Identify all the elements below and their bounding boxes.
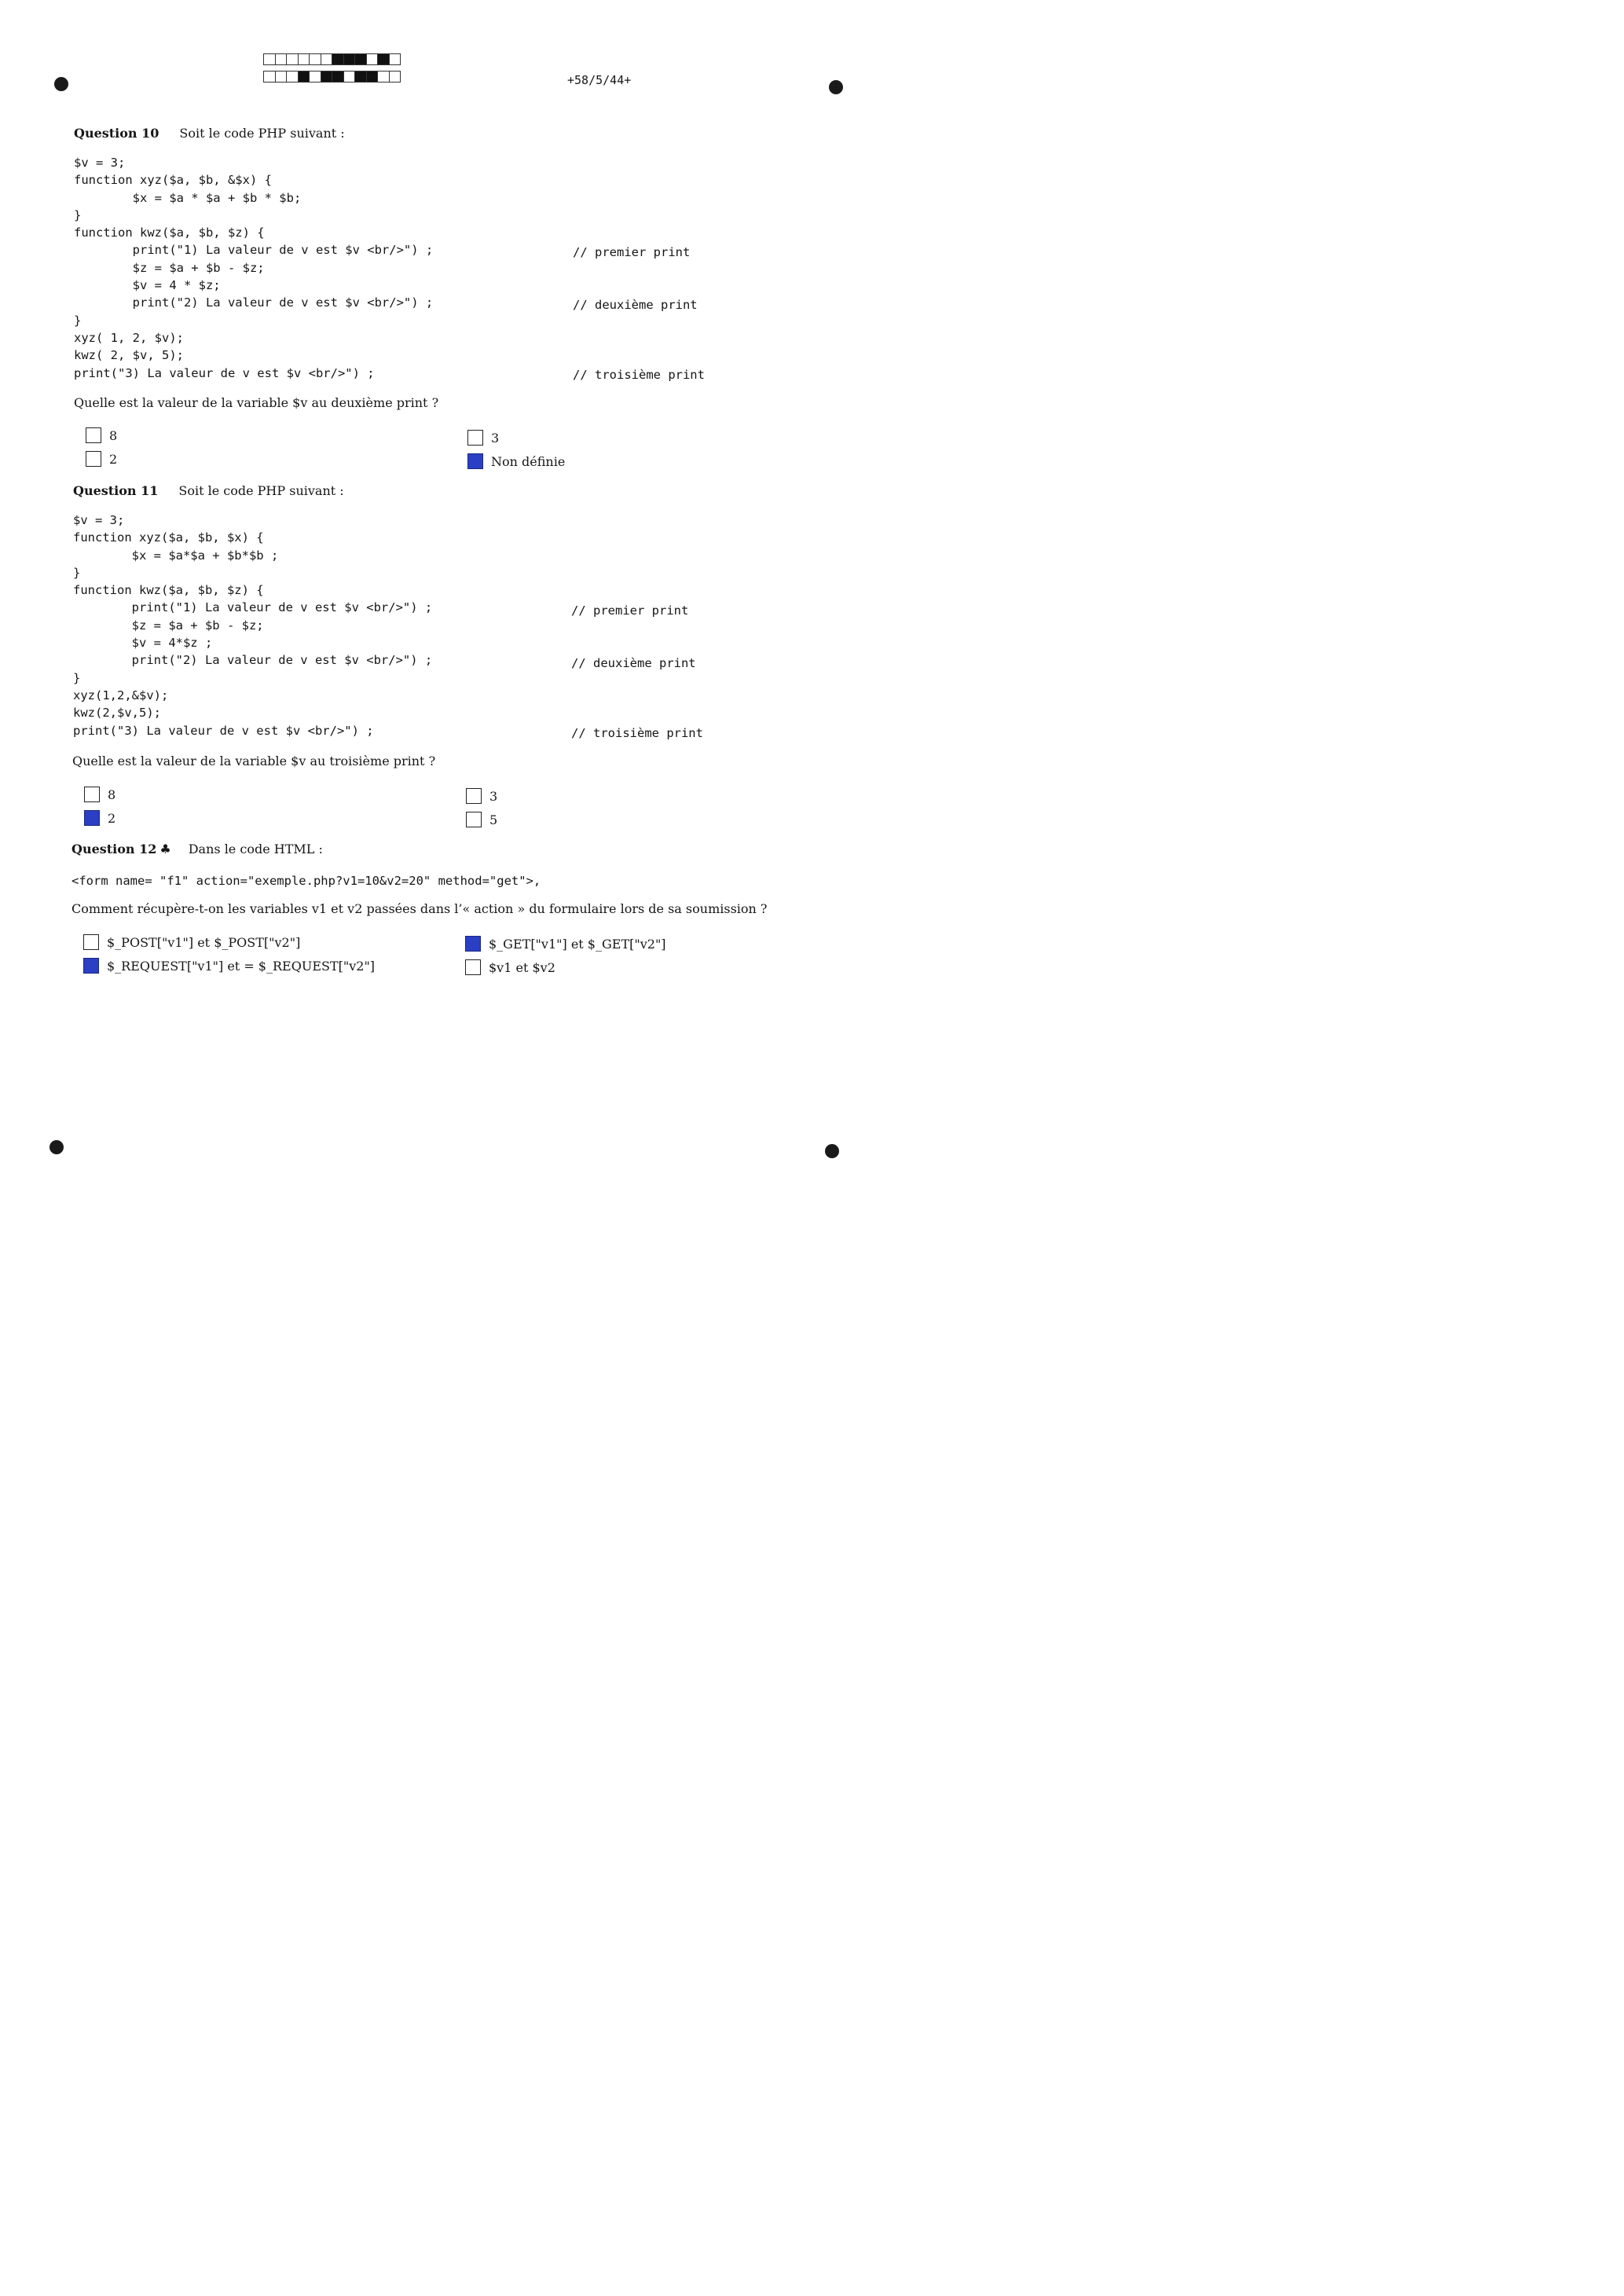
question-12-header [71,842,323,856]
checkbox[interactable] [465,936,481,952]
q10-choice-2[interactable] [86,451,117,467]
code-line: $x = $a * $a + $b * $b; [74,190,302,205]
barcode-cell [298,71,310,83]
code-line: $v = 3; [74,156,126,170]
registration-mark-top-right [829,80,843,94]
choice-label: 3 [491,430,500,446]
q11-choice-2[interactable] [84,810,115,826]
barcode-cell [354,53,367,65]
q12-choice-post[interactable] [83,934,300,950]
choice-label: 5 [489,812,498,827]
comment-premier-print: // premier print [573,245,691,259]
barcode-cell [389,71,401,83]
comment-deuxieme-print: // deuxième print [573,298,698,312]
q11-choice-3[interactable] [466,788,497,804]
code-line: } [74,313,82,328]
code-line: print("1) La valeur de v est $v <br/>") ; [73,600,433,615]
checkbox[interactable] [86,451,101,467]
barcode-cell [263,71,276,83]
choice-label: 8 [108,787,116,802]
comment-troisieme-print: // troisième print [573,368,705,382]
comment-deuxieme-print: // deuxième print [571,656,696,670]
question-12-prompt: Comment récupère-t-on les variables v1 et v2 passées dans l’« action » du formulaire lors de sa soumission ? [71,901,768,916]
question-label: Question 10 [74,126,159,141]
barcode-cell [389,53,401,65]
q12-choice-get[interactable] [465,936,666,952]
question-intro: Soit le code PHP suivant : [178,483,344,498]
code-line: kwz(2,$v,5); [73,706,161,721]
code-line: $v = 4 * $z; [74,278,221,293]
checkbox[interactable] [466,788,482,804]
code-line: } [73,670,81,685]
question-11-code [73,512,432,739]
code-line: function kwz($a, $b, $z) { [73,583,264,598]
code-line: $v = 3; [73,513,125,527]
barcode-cell [275,53,288,65]
code-line: function kwz($a, $b, $z) { [74,226,265,240]
question-10-prompt: Quelle est la valeur de la variable $v au deuxième print ? [74,395,439,410]
q12-choice-vars[interactable] [465,959,555,975]
barcode-cell [286,71,299,83]
checkbox[interactable] [83,934,99,950]
code-line: $z = $a + $b - $z; [74,260,265,275]
comment-premier-print: // premier print [571,603,689,618]
code-line: $v = 4*$z ; [73,636,213,651]
checkbox[interactable] [467,453,483,469]
barcode-cell [309,53,321,65]
code-line: $x = $a*$a + $b*$b ; [73,548,279,563]
barcode-cell [286,53,299,65]
barcode-cell [354,71,367,83]
checkbox[interactable] [84,787,100,802]
code-line: print("1) La valeur de v est $v <br/>") ; [74,243,434,258]
barcode-cell [298,53,310,65]
barcode-cell [263,53,276,65]
barcode-row-1 [263,53,400,65]
registration-mark-bottom-left [49,1140,64,1154]
barcode-cell [343,53,356,65]
barcode-cell [343,71,356,83]
barcode-row-2 [263,71,400,83]
code-line: kwz( 2, $v, 5); [74,348,184,363]
q10-choice-3[interactable] [467,430,499,446]
choice-label: 2 [109,451,118,467]
comment-troisieme-print: // troisième print [571,726,703,740]
question-intro: Soit le code PHP suivant : [179,126,345,141]
question-intro: Dans le code HTML : [188,842,323,856]
barcode-cell [377,71,390,83]
question-label: Question 11 [73,483,159,498]
barcode-cell [321,53,333,65]
question-label: Question 12 [71,842,157,856]
q12-choice-request[interactable] [83,958,375,974]
code-line: xyz(1,2,&$v); [73,688,169,702]
page-id: +58/5/44+ [567,73,632,87]
club-symbol: ♣ [159,842,171,856]
choice-label: Non définie [491,453,566,469]
barcode-cell [309,71,321,83]
barcode-cell [366,71,379,83]
question-11-header [73,483,344,498]
choice-label: 8 [109,427,118,443]
question-10-code [74,154,433,382]
code-line: print("2) La valeur de v est $v <br/>") ; [73,653,433,668]
question-11-prompt: Quelle est la valeur de la variable $v au troisième print ? [72,754,436,768]
code-line: $z = $a + $b - $z; [73,618,264,633]
choice-label: 3 [489,788,498,804]
code-line: print("3) La valeur de v est $v <br/>") ; [73,723,374,738]
barcode-cell [275,71,288,83]
checkbox[interactable] [467,430,483,446]
choice-label: $_POST["v1"] et $_POST["v2"] [107,934,301,950]
q10-choice-non-definie[interactable] [467,453,565,469]
code-line: } [73,565,81,580]
barcode-cell [366,53,379,65]
q10-choice-8[interactable] [86,427,117,443]
code-line: function xyz($a, $b, &$x) { [74,173,272,188]
question-10-header [74,126,345,141]
choice-label: $_REQUEST["v1"] et = $_REQUEST["v2"] [107,958,376,974]
registration-mark-top-left [54,77,68,91]
barcode-cell [377,53,390,65]
choice-label: 2 [108,810,116,826]
q11-choice-8[interactable] [84,787,115,802]
barcode-cell [332,53,344,65]
question-12-code: <form name= "f1" action="exemple.php?v1=10&v2=20" method="get">, [71,874,541,888]
registration-mark-bottom-right [825,1144,839,1158]
code-line: } [74,207,82,222]
checkbox[interactable] [84,810,100,826]
choice-label: $v1 et $v2 [489,959,555,975]
choice-label: $_GET["v1"] et $_GET["v2"] [489,936,666,952]
checkbox[interactable] [86,427,101,443]
q11-choice-5[interactable] [466,812,497,827]
checkbox[interactable] [465,959,481,975]
barcode-cell [321,71,333,83]
code-line: print("2) La valeur de v est $v <br/>") ; [74,295,434,310]
checkbox[interactable] [466,812,482,827]
barcode-cell [332,71,344,83]
code-line: print("3) La valeur de v est $v <br/>") ; [74,365,375,380]
checkbox[interactable] [83,958,99,974]
code-line: function xyz($a, $b, $x) { [73,530,264,545]
code-line: xyz( 1, 2, $v); [74,330,184,345]
